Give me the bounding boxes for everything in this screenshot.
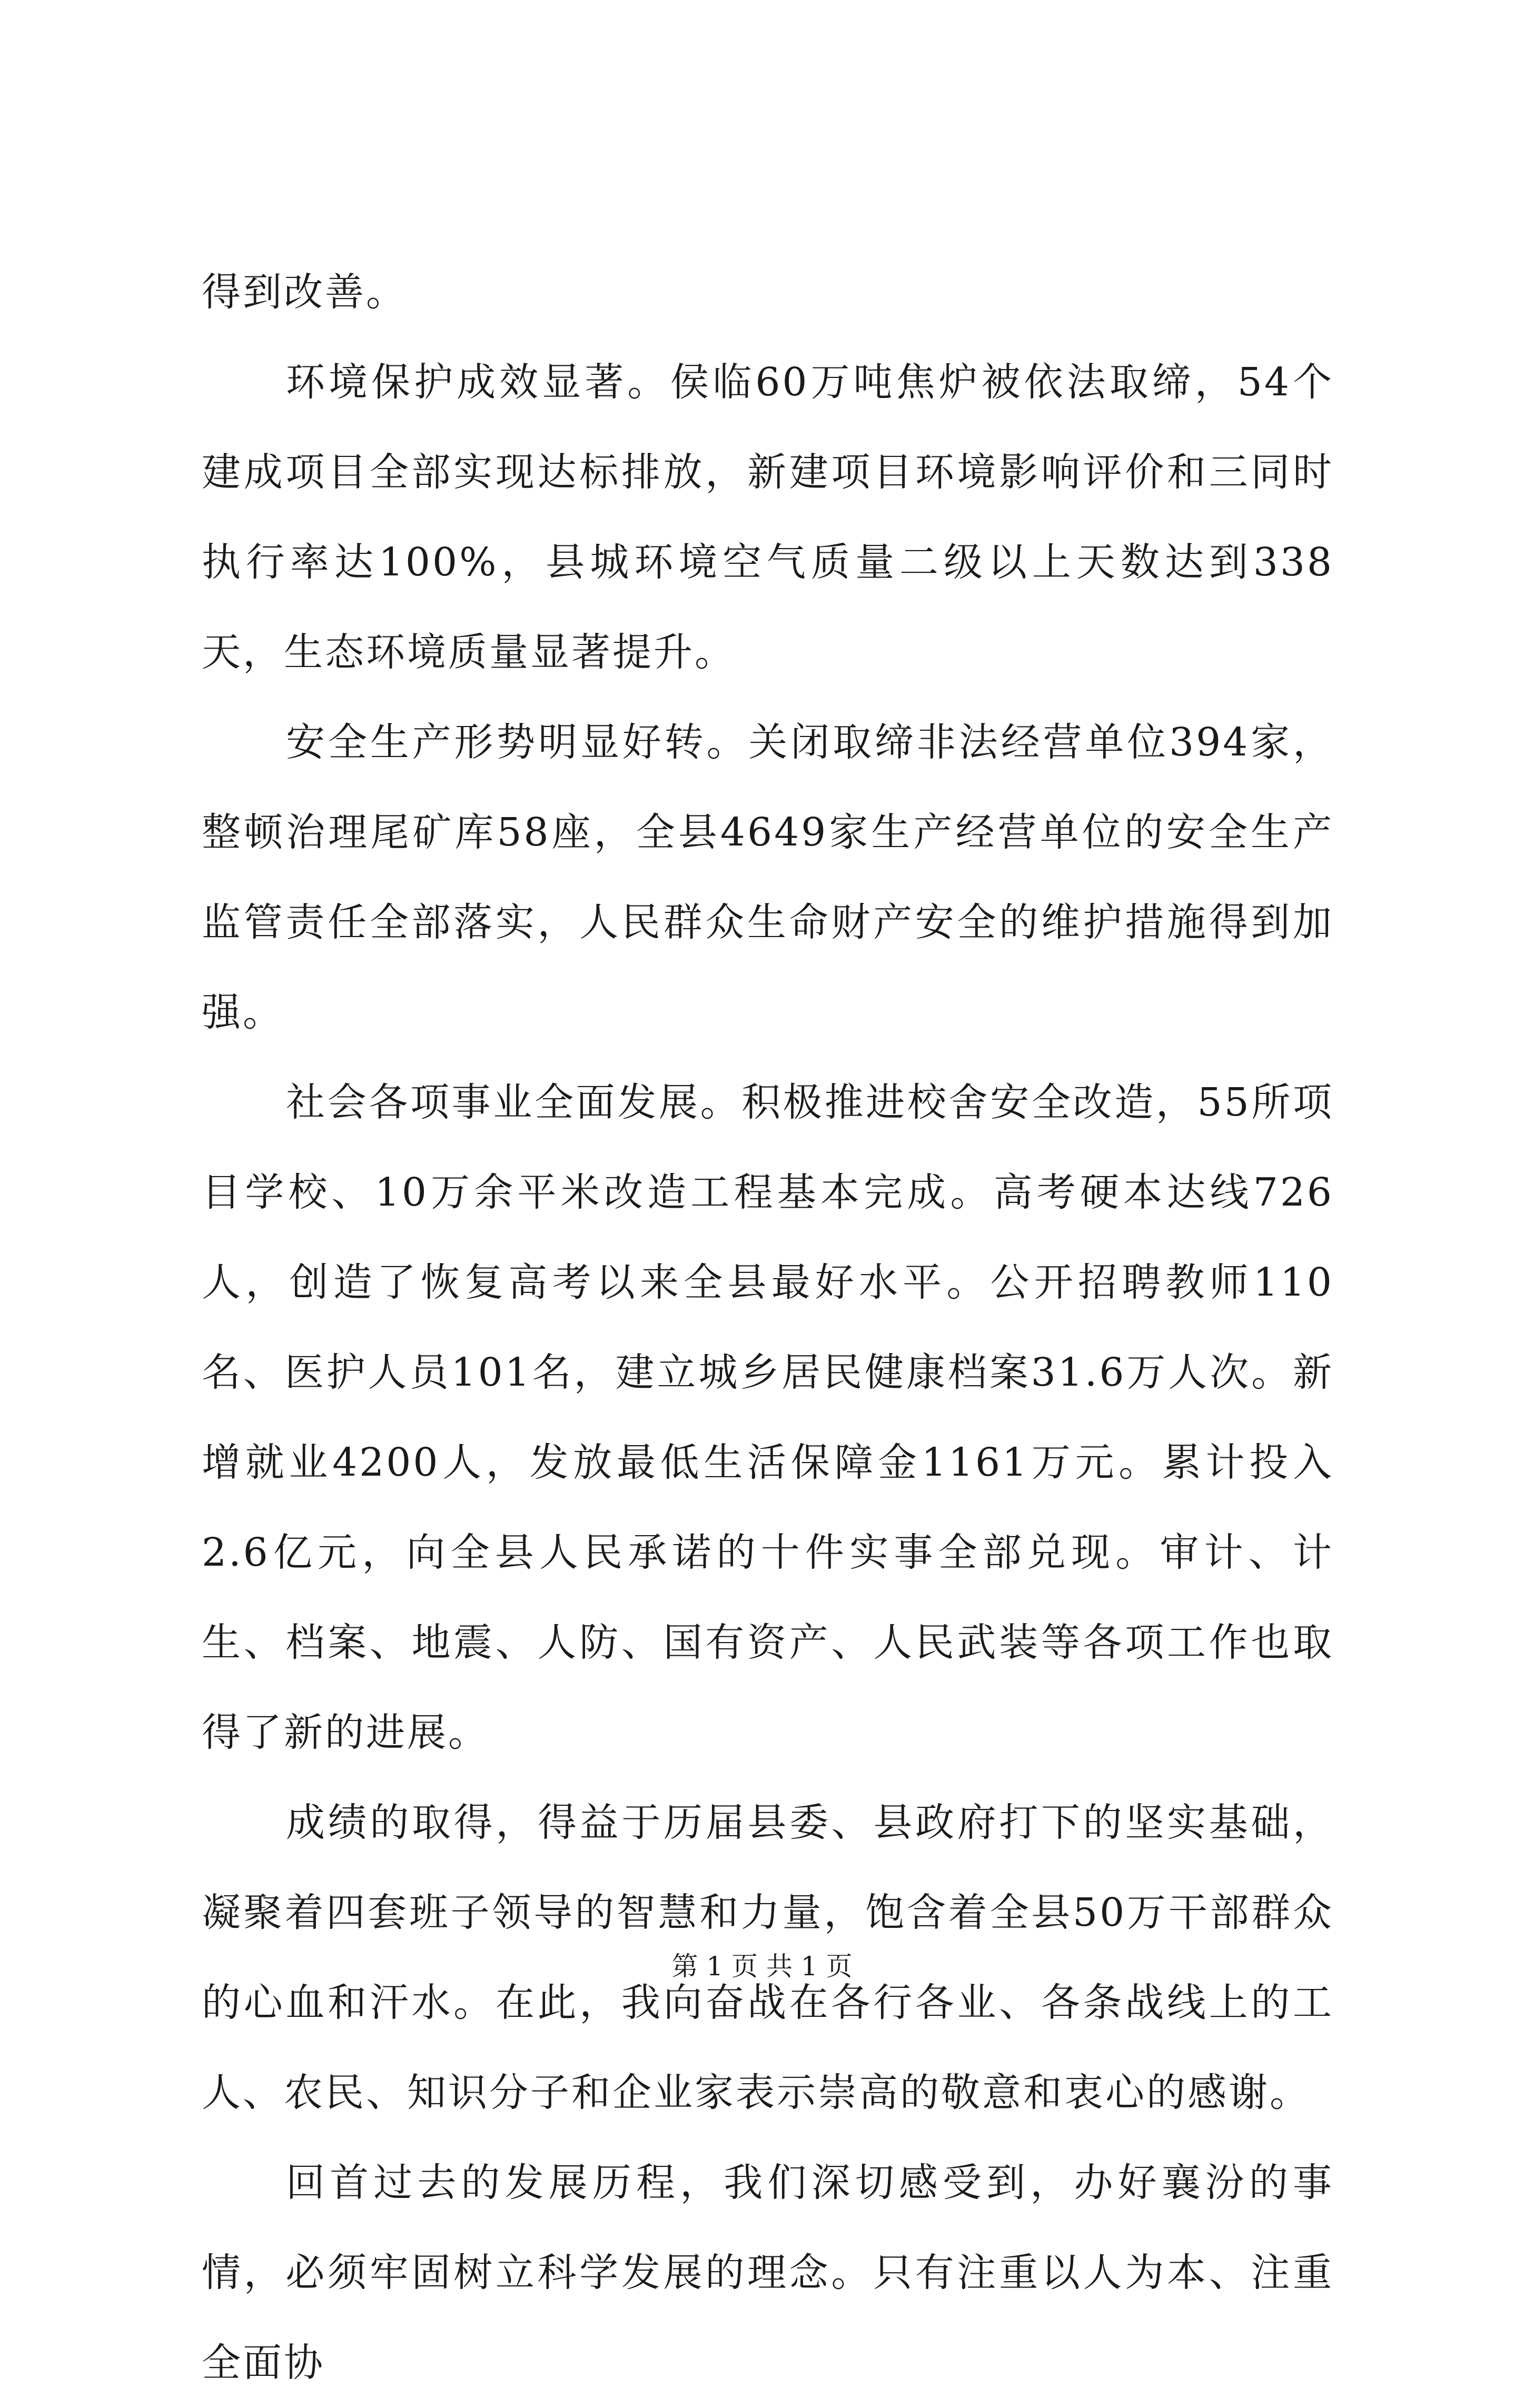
document-body <box>202 247 1334 2408</box>
page-footer: 第 1 页 共 1 页 <box>671 1951 853 1982</box>
paragraph-environment: 环境保护成效显著。侯临60万吨焦炉被依法取缔，54个建成项目全部实现达标排放，新建项目环境影响评价和三同时执行率达100%，县城环境空气质量二级以上天数达到338天，生态环境质量显著提升。 <box>202 360 1334 675</box>
paragraph-review: 回首过去的发展历程，我们深切感受到，办好襄汾的事情，必须牢固树立科学发展的理念。只有注重以人为本、注重全面协 <box>202 2160 1334 2385</box>
paragraph-continuation: 得到改善。 <box>202 270 407 315</box>
paragraph-achievements: 成绩的取得，得益于历届县委、县政府打下的坚实基础，凝聚着四套班子领导的智慧和力量，饱含着全县50万干部群众的心血和汗水。在此，我向奋战在各行各业、各条战线上的工人、农民、知识分子和企业家表示崇高的敬意和衷心的感谢。 <box>202 1800 1334 2115</box>
paragraph-safety: 安全生产形势明显好转。关闭取缔非法经营单位394家，整顿治理尾矿库58座，全县4649家生产经营单位的安全生产监管责任全部落实，人民群众生命财产安全的维护措施得到加强。 <box>202 720 1334 1035</box>
paragraph-social: 社会各项事业全面发展。积极推进校舍安全改造，55所项目学校、10万余平米改造工程基本完成。高考硬本达线726人，创造了恢复高考以来全县最好水平。公开招聘教师110名、医护人员101名，建立城乡居民健康档案31.6万人次。新增就业4200人，发放最低生活保障金1161万元。累计投入2.6亿元，向全县人民承诺的十件实事全部兑现。审计、计生、档案、地震、人防、国有资产、人民武装等各项工作也取得了新的进展。 <box>202 1080 1334 1755</box>
